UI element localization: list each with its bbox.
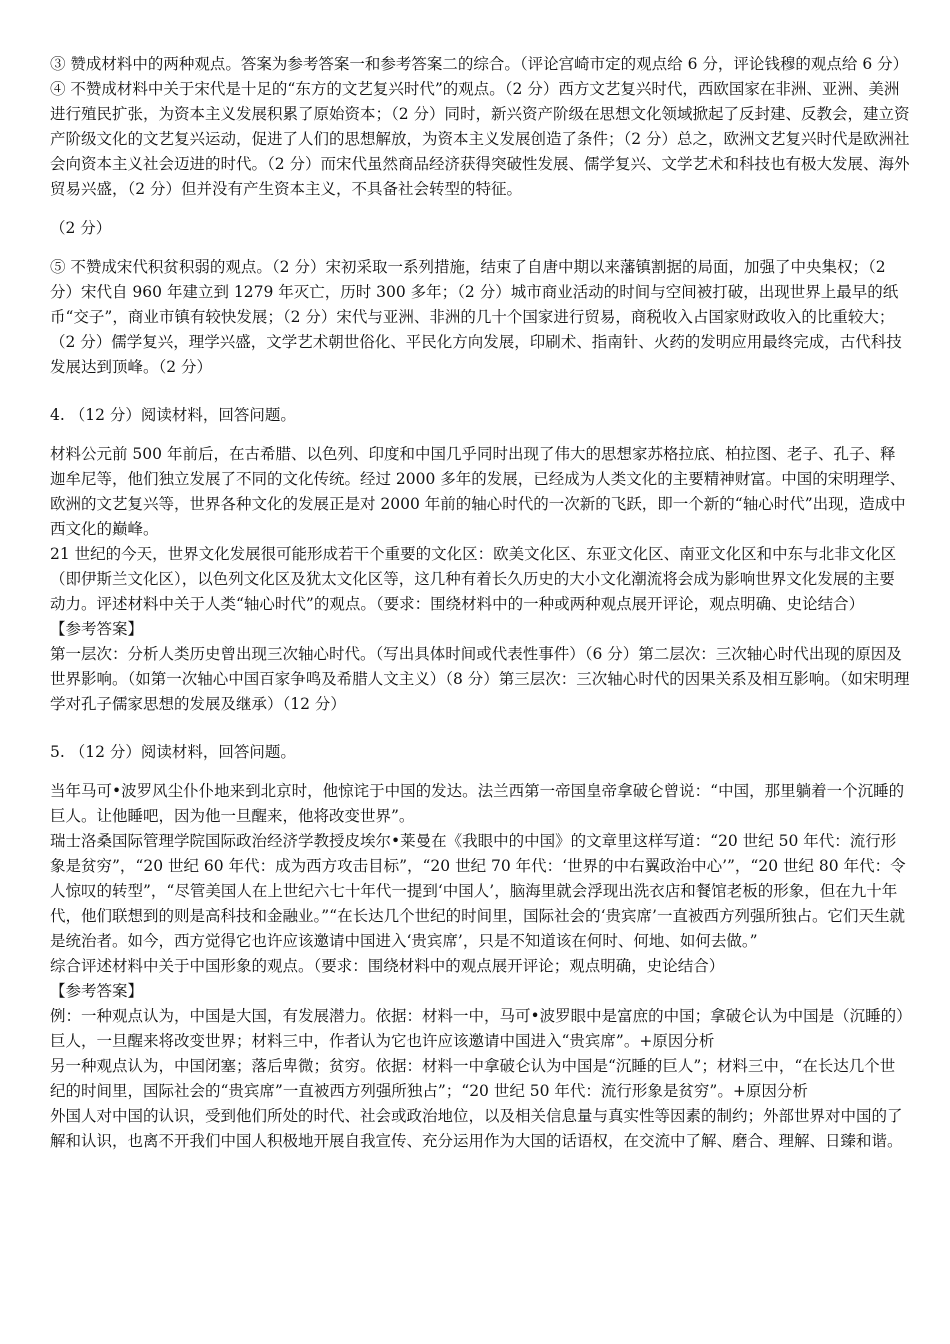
question-5-heading: 5. （12 分）阅读材料，回答问题。 xyxy=(50,743,296,761)
question-4-answer-label: 【参考答案】 xyxy=(50,620,144,638)
spacer xyxy=(50,717,910,740)
answer-item-4-score: （2 分） xyxy=(50,219,112,237)
spacer xyxy=(50,428,910,442)
question-5-answer-1: 例：一种观点认为，中国是大国，有发展潜力。依据：材料一中，马可•波罗眼中是富庶的中国；拿破仑认为中国是（沉睡的）巨人，一旦醒来将改变世界；材料三中，作者认为它也许应该邀请中国进入“贵宾席”。+原因分析 xyxy=(50,1007,904,1050)
document-page xyxy=(50,52,910,1154)
answer-item-4: ④ 不赞成材料中关于宋代是十足的“东方的文艺复兴时代”的观点。（2 分）西方文艺复兴时代，西欧国家在非洲、亚洲、美洲进行殖民扩张，为资本主义发展积累了原始资本；（2 分）同时，新兴资产阶级在思想文化领域掀起了反封建、反教会，建立资产阶级文化的文艺复兴运动，促进了人们的思想解放，为资本主义发展创造了条件；（2 分）总之，欧洲文艺复兴时代是欧洲社会向资本主义社会迈进的时代。（2 分）而宋代虽然商品经济获得突破性发展、儒学复兴、文学艺术和科技也有极大发展、海外贸易兴盛，（2 分）但并没有产生资本主义，不具备社会转型的特征。 xyxy=(50,80,910,198)
question-5-material-2: 瑞士洛桑国际管理学院国际政治经济学教授皮埃尔•莱曼在《我眼中的中国》的文章里这样写道：“20 世纪 50 年代：流行形象是贫穷”，“20 世纪 60 年代：成为西方攻击目标”，“20 世纪 70 年代：‘世界的中右翼政治中心’”，“20 世纪 80 年代：令人惊叹的转型”，“尽管美国人在上世纪六七十年代一提到‘中国人’，脑海里就会浮现出洗衣店和餐馆老板的形象，但在九十年代，他们联想到的则是高科技和金融业。”“在长达几个世纪的时间里，国际社会的‘贵宾席’一直被西方列强所独占。它们天生就是统治者。如今，西方觉得它也许应该邀请中国进入‘贵宾席’，只是不知道该在何时、何地、如何去做。” xyxy=(50,832,906,950)
question-4-answer: 第一层次：分析人类历史曾出现三次轴心时代。（写出具体时间或代表性事件）（6 分）第二层次：三次轴心时代出现的原因及世界影响。（如第一次轴心中国百家争鸣及希腊人文主义）（8 分）第三层次：三次轴心时代的因果关系及相互影响。（如宋明理学对孔子儒家思想的发展及继承）（12 分） xyxy=(50,645,910,713)
answer-item-5: ⑤ 不赞成宋代积贫积弱的观点。（2 分）宋初采取一系列措施，结束了自唐中期以来藩镇割据的局面，加强了中央集权；（2 分）宋代自 960 年建立到 1279 年灭亡，历时 300 多年；（2 分）城市商业活动的时间与空间被打破，出现世界上最早的纸币“交子”，商业市镇有较快发展；（2 分）宋代与亚洲、非洲的几十个国家进行贸易，商税收入占国家财政收入的比重较大；（2 分）儒学复兴，理学兴盛，文学艺术朝世俗化、平民化方向发展，印刷术、指南针、火药的发明应用最终完成，古代科技发展达到顶峰。（2 分） xyxy=(50,258,902,376)
answer-item-3: ③ 赞成材料中的两种观点。答案为参考答案一和参考答案二的综合。（评论宫崎市定的观点给 6 分，评论钱穆的观点给 6 分） xyxy=(50,55,909,73)
question-4-heading: 4. （12 分）阅读材料，回答问题。 xyxy=(50,406,296,424)
spacer xyxy=(50,380,910,403)
question-4-material-1: 材料公元前 500 年前后，在古希腊、以色列、印度和中国几乎同时出现了伟大的思想家苏格拉底、柏拉图、老子、孔子、释迦牟尼等，他们独立发展了不同的文化传统。经过 2000 多年的发展，已经成为人类文化的主要精神财富。中国的宋明理学、欧洲的文艺复兴等，世界各种文化的发展正是对 2000 年前的轴心时代的一次新的飞跃，即一个新的“轴心时代”出现，造成中西文化的巅峰。 xyxy=(50,445,906,538)
question-5-answer-label: 【参考答案】 xyxy=(50,982,144,1000)
question-5-material-1: 当年马可•波罗风尘仆仆地来到北京时，他惊诧于中国的发达。法兰西第一帝国皇帝拿破仑曾说：“中国，那里躺着一个沉睡的巨人。让他睡吧，因为他一旦醒来，他将改变世界”。 xyxy=(50,782,905,825)
question-5-answer-3: 外国人对中国的认识，受到他们所处的时代、社会或政治地位，以及相关信息量与真实性等因素的制约；外部世界对中国的了解和认识，也离不开我们中国人积极地开展自我宣传、充分运用作为大国的话语权，在交流中了解、磨合、理解、日臻和谐。 xyxy=(50,1107,903,1150)
spacer xyxy=(50,765,910,779)
question-5-task: 综合评述材料中关于中国形象的观点。（要求：围绕材料中的观点展开评论；观点明确，史论结合） xyxy=(50,957,725,975)
question-4-material-2: 21 世纪的今天，世界文化发展很可能形成若干个重要的文化区：欧美文化区、东亚文化区、南亚文化区和中东与北非文化区（即伊斯兰文化区），以色列文化区及犹太文化区等，这几种有着长久历史的大小文化潮流将会成为影响世界文化发展的主要动力。评述材料中关于人类“轴心时代”的观点。（要求：围绕材料中的一种或两种观点展开评论，观点明确、史论结合） xyxy=(50,545,897,613)
spacer xyxy=(50,202,910,216)
question-5-answer-2: 另一种观点认为，中国闭塞；落后卑微；贫穷。依据：材料一中拿破仑认为中国是“沉睡的巨人”；材料三中，“在长达几个世纪的时间里，国际社会的“贵宾席”一直被西方列强所独占”；“20 世纪 50 年代：流行形象是贫穷”。+原因分析 xyxy=(50,1057,896,1100)
spacer xyxy=(50,241,910,255)
